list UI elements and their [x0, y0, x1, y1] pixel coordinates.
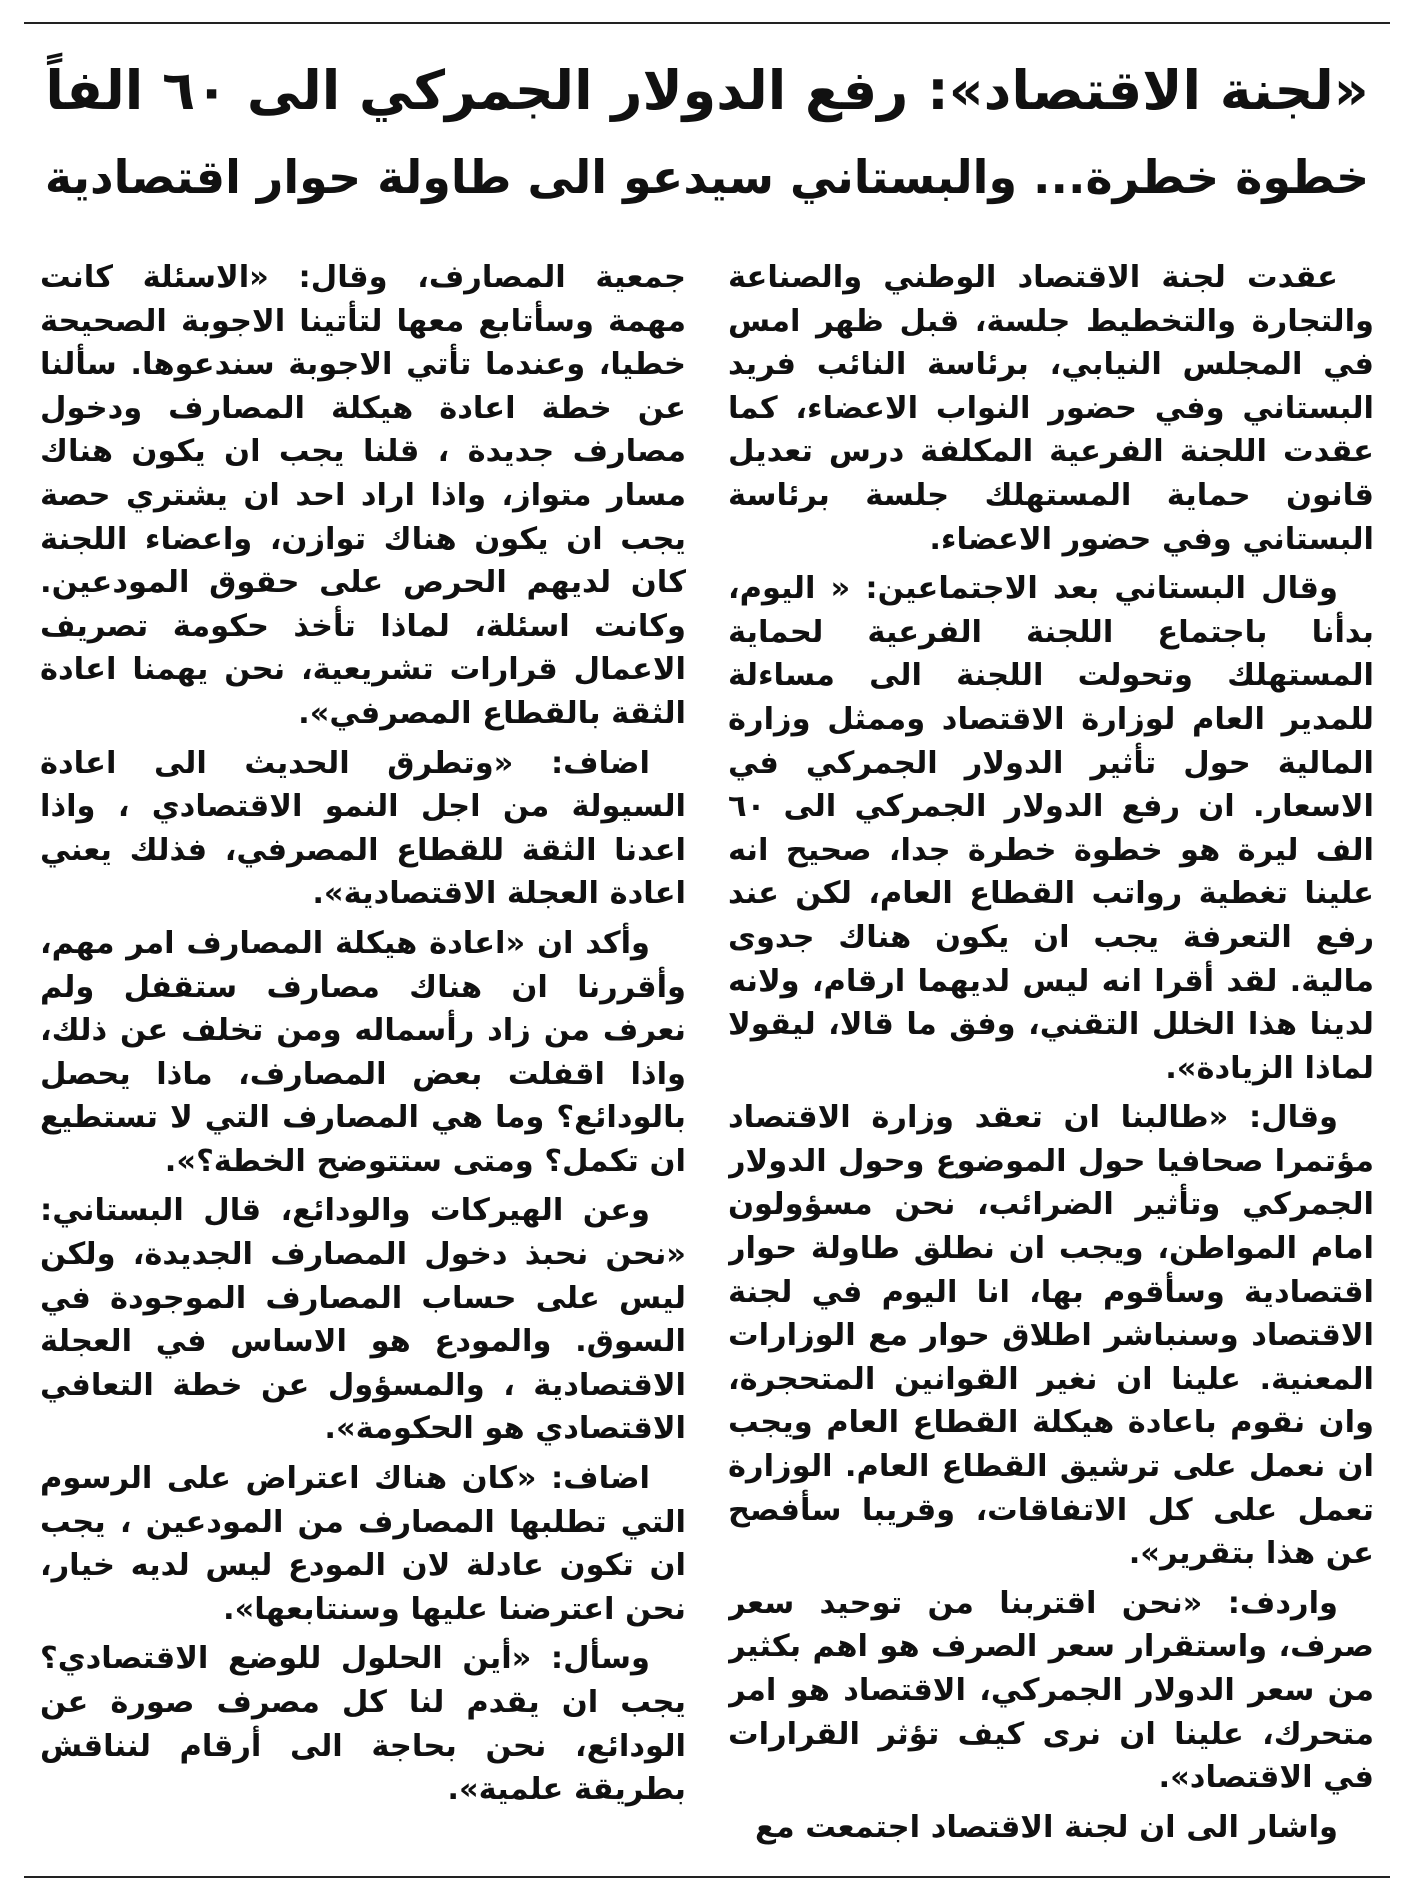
paragraph: اضاف: «وتطرق الحديث الى اعادة السيولة من اجل النمو الاقتصادي ، واذا اعدنا الثقة للقطاع المصرفي، فذلك يعني اعادة العجلة الاقتصادية». — [40, 745, 686, 912]
left-column — [40, 256, 686, 1856]
paragraph: واردف: «نحن اقتربنا من توحيد سعر صرف، واستقرار سعر الصرف هو اهم بكثير من سعر الدولار الجمركي، الاقتصاد هو امر متحرك، علينا ان نرى كيف تؤثر القرارات في الاقتصاد». — [728, 1585, 1374, 1796]
paragraph: وسأل: «أين الحلول للوضع الاقتصادي؟ يجب ان يقدم لنا كل مصرف صورة عن الودائع، نحن بحاجة الى أرقام لنناقش بطريقة علمية». — [40, 1641, 686, 1808]
article-body — [40, 256, 1374, 1856]
paragraph: عقدت لجنة الاقتصاد الوطني والصناعة والتجارة والتخطيط جلسة، قبل ظهر امس في المجلس النيابي، برئاسة النائب فريد البستاني وفي حضور النواب الاعضاء، كما عقدت اللجنة الفرعية المكلفة درس تعديل قانون حماية المستهلك جلسة برئاسة البستاني وفي حضور الاعضاء. — [728, 260, 1374, 557]
paragraph: وقال: «طالبنا ان تعقد وزارة الاقتصاد مؤتمرا صحافيا حول الموضوع وحول الدولار الجمركي وتأثير الضرائب، نحن مسؤولون امام المواطن، ويجب ان نطلق طاولة حوار اقتصادية وسأقوم بها، انا اليوم في لجنة الاقتصاد وسنباشر اطلاق حوار مع الوزارات المعنية. علينا ان نغير القوانين المتحجرة، وان نقوم باعادة هيكلة القطاع العام ويجب ان نعمل على ترشيق القطاع العام. الوزارة تعمل على كل الاتفاقات، وقريبا سأفصح عن هذا بتقرير». — [728, 1100, 1374, 1572]
right-column — [728, 256, 1374, 1856]
paragraph: واشار الى ان لجنة الاقتصاد اجتمعت مع — [754, 1809, 1338, 1845]
paragraph: وأكد ان «اعادة هيكلة المصارف امر مهم، وأقررنا ان هناك مصارف ستقفل ولم نعرف من زاد رأسماله ومن تخلف عن ذلك، واذا اقفلت بعض المصارف، ماذا يحصل بالودائع؟ وما هي المصارف التي لا تستطيع ان تكمل؟ ومتى ستتوضح الخطة؟». — [40, 925, 686, 1179]
paragraph: وعن الهيركات والودائع، قال البستاني: «نحن نحبذ دخول المصارف الجديدة، ولكن ليس على حساب المصارف الموجودة في السوق. والمودع هو الاساس في العجلة الاقتصادية ، والمسؤول عن خطة التعافي الاقتصادي هو الحكومة». — [40, 1193, 686, 1447]
bottom-rule — [24, 1876, 1390, 1878]
top-rule — [24, 22, 1390, 24]
paragraph: اضاف: «كان هناك اعتراض على الرسوم التي تطلبها المصارف من المودعين ، يجب ان تكون عادلة لان المودع ليس لديه خيار، نحن اعترضنا عليها وسنتابعها». — [40, 1461, 686, 1627]
headline — [40, 48, 1374, 228]
paragraph: جمعية المصارف، وقال: «الاسئلة كانت مهمة وسأتابع معها لتأتينا الاجوبة الصحيحة خطيا، وعندما تأتي الاجوبة سندعوها. سألنا عن خطة اعادة هيكلة المصارف ودخول مصارف جديدة ، قلنا يجب ان يكون هناك مسار متواز، واذا اراد احد ان يشتري حصة يجب ان يكون هناك توازن، واعضاء اللجنة كان لديهم الحرص على حقوق المودعين. وكانت اسئلة، لماذا تأخذ حكومة تصريف الاعمال قرارات تشريعية، نحن يهمنا اعادة الثقة بالقطاع المصرفي». — [40, 260, 686, 731]
headline-line-2: خطوة خطرة... والبستاني سيدعو الى طاولة حوار اقتصادية — [44, 150, 1370, 204]
paragraph: وقال البستاني بعد الاجتماعين: « اليوم، بدأنا باجتماع اللجنة الفرعية لحماية المستهلك وتحولت اللجنة الى مساءلة للمدير العام لوزارة الاقتصاد وممثل وزارة المالية حول تأثير الدولار الجمركي في الاسعار. ان رفع الدولار الجمركي الى ٦٠ الف ليرة هو خطوة خطرة جدا، صحيح انه علينا تغطية رواتب القطاع العام، لكن عند رفع التعرفة يجب ان يكون هناك جدوى مالية. لقد أقرا انه ليس لديهما ارقام، ولانه لدينا هذا الخلل التقني، وفق ما قالا، ليقولا لماذا الزيادة». — [728, 571, 1374, 1086]
headline-line-1: «لجنة الاقتصاد»: رفع الدولار الجمركي الى ٦٠ الفاً — [45, 59, 1369, 122]
